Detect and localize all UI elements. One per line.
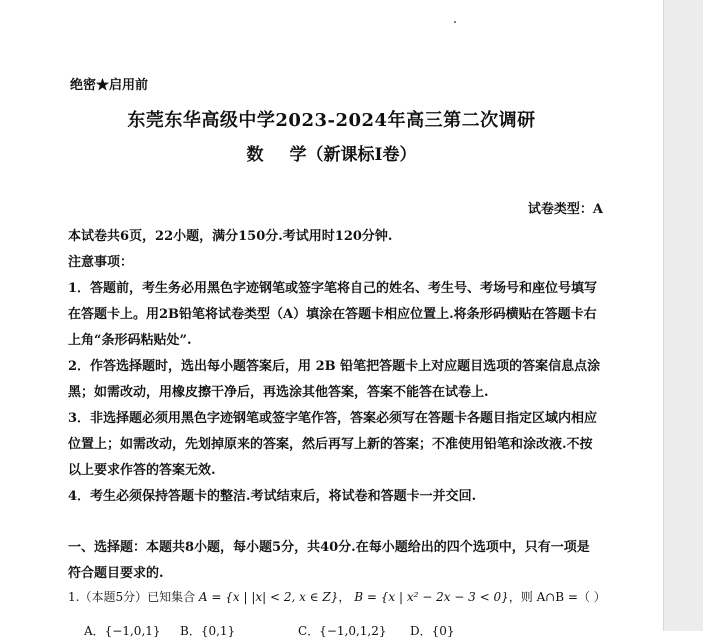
option-a: A．{−1,0,1} (84, 624, 161, 638)
note-line: 1．答题前，考生务必用黑色字迹钢笔或签字笔将自己的姓名、考生号、考场号和座位号填写 (68, 281, 598, 296)
set-b-expression: B = {x | x² − 2x − 3 < 0} (354, 590, 509, 604)
paper-type-label: 试卷类型：A (527, 202, 603, 217)
confidential-label: 绝密★启用前 (70, 78, 149, 93)
note-line: 上角“条形码粘贴处”. (68, 333, 192, 348)
note-line: 4．考生必须保持答题卡的整洁.考试结束后，将试卷和答题卡一并交回. (68, 489, 477, 504)
subject-char: 数 (246, 145, 264, 165)
note-line: 以上要求作答的答案无效. (68, 463, 216, 478)
option-d: D．{0} (410, 624, 455, 638)
exam-summary: 本试卷共6页，22小题，满分150分.考试用时120分钟. (68, 229, 393, 244)
section-heading-cont: 符合题目要求的. (68, 566, 164, 581)
stray-dot (454, 21, 456, 23)
subject-title (0, 140, 663, 165)
section-heading: 一、选择题：本题共8小题，每小题5分，共40分.在每小题给出的四个选项中，只有一项是 (68, 540, 590, 555)
note-line: 2．作答选择题时，选出每小题答案后，用 2B 铅笔把答题卡上对应题目选项的答案信息点涂 (68, 359, 601, 374)
note-line: 3．非选择题必须用黑色字迹钢笔或签字笔作答，答案必须写在答题卡各题目指定区域内相应 (68, 411, 598, 426)
question-1 (68, 588, 606, 605)
option-b: B．{0,1} (180, 624, 236, 638)
note-line: 黑；如需改动，用橡皮擦干净后，再选涂其他答案，答案不能答在试卷上. (68, 385, 489, 400)
note-line: 在答题卡上。用2B铅笔将试卷类型（A）填涂在答题卡相应位置上.将条形码横贴在答题卡右 (68, 307, 597, 322)
subject-rest: 学（新课标I卷） (289, 145, 417, 165)
option-c: C．{−1,0,1,2} (298, 624, 387, 638)
separator: ， (338, 590, 351, 604)
set-a-expression: A = {x | |x| < 2, x ∈ Z} (198, 590, 339, 604)
notes-title: 注意事项： (68, 255, 134, 270)
note-line: 位置上；如需改动，先划掉原来的答案，然后再写上新的答案；不准使用铅笔和涂改液.不按 (68, 437, 593, 452)
exam-title: 东莞东华高级中学2023-2024年高三第二次调研 (127, 110, 536, 131)
viewer-side-panel (663, 0, 703, 631)
question-1-suffix: ，则 A∩B =（ ） (508, 590, 606, 604)
question-1-prefix: 1.（本题5分）已知集合 (68, 590, 196, 604)
